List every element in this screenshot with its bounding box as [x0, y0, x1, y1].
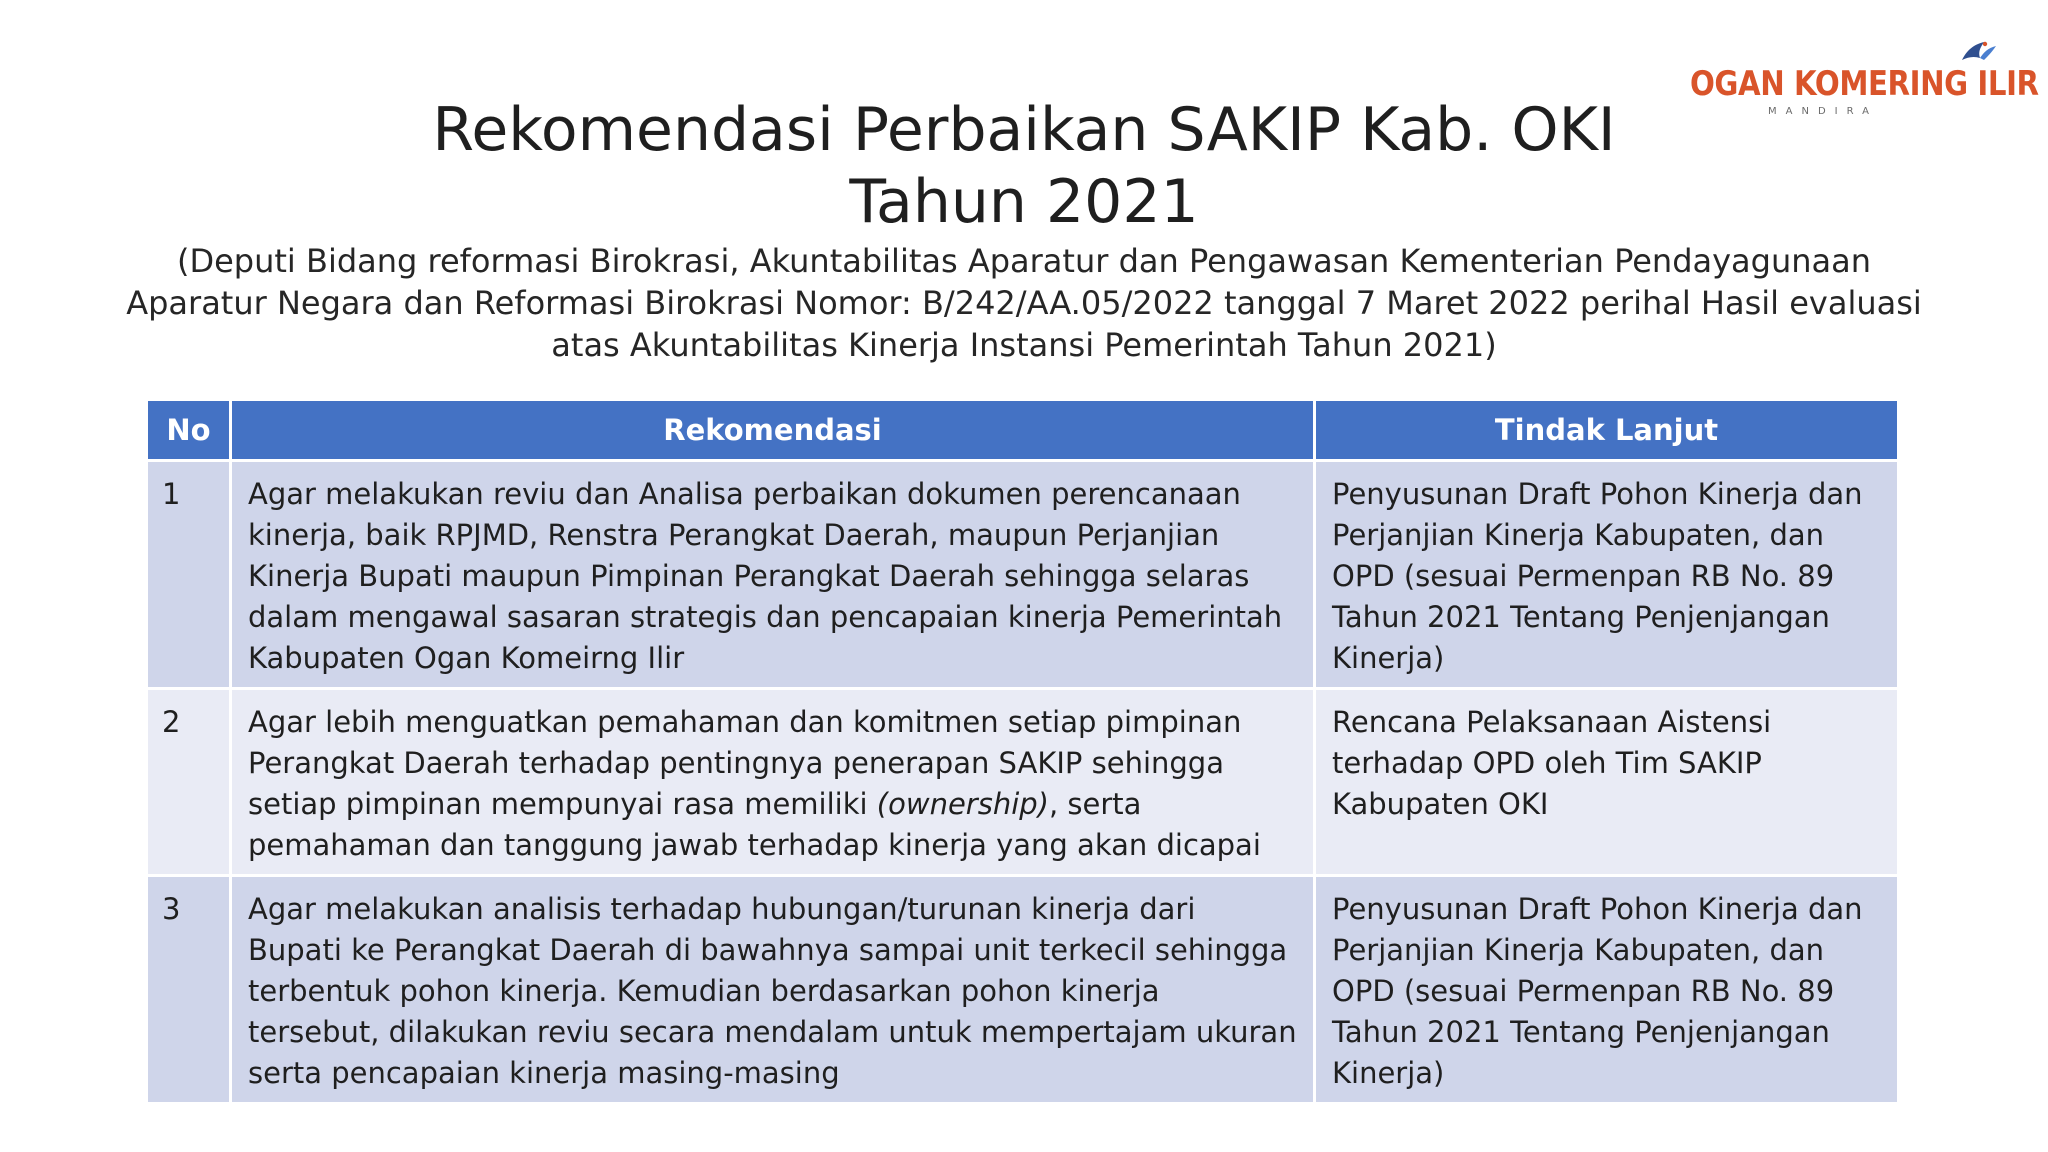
rekomendasi-italic-text: (ownership)	[876, 787, 1049, 821]
table-row	[147, 876, 1899, 1104]
cell-rekomendasi: Agar melakukan analisis terhadap hubungan/turunan kinerja dari Bupati ke Perangkat Daerah di bawahnya sampai unit terkecil sehingga terbentuk pohon kinerja. Kemudian berdasarkan pohon kinerja tersebut, dilakukan reviu secara mendalam untuk mempertajam ukuran serta pencapaian kinerja masing-masing	[231, 876, 1315, 1104]
table-row	[147, 461, 1899, 689]
cell-no: 1	[147, 461, 231, 689]
table-header-row	[147, 400, 1899, 461]
rekomendasi-text: Agar lebih menguatkan pemahaman dan komitmen setiap pimpinan Perangkat Daerah terhadap pentingnya penerapan SAKIP sehingga setiap pimpinan mempunyai rasa memiliki	[248, 705, 1242, 821]
logo-text: OGAN KOMERING ILIR	[1690, 64, 2039, 104]
rekomendasi-text-end: , serta pemahaman dan tanggung jawab terhadap kinerja yang akan dicapai	[248, 787, 1261, 862]
cell-rekomendasi	[231, 689, 1315, 876]
page-title-year: Tahun 2021	[849, 167, 1199, 237]
page-subtitle: (Deputi Bidang reformasi Birokrasi, Akuntabilitas Aparatur dan Pengawasan Kementerian Pendayagunaan Aparatur Negara dan Reformasi Birokrasi Nomor: B/242/AA.05/2022 tanggal 7 Maret 2022 perihal Hasil evaluasi atas Akuntabilitas Kinerja Instansi Pemerintah Tahun 2021)	[126, 242, 1922, 364]
logo-tagline: MANDIRA	[1768, 106, 1878, 117]
header-no: No	[147, 400, 231, 461]
table-row	[147, 689, 1899, 876]
cell-no: 2	[147, 689, 231, 876]
cell-tindak-lanjut: Penyusunan Draft Pohon Kinerja dan Perjanjian Kinerja Kabupaten, dan OPD (sesuai Permenpan RB No. 89 Tahun 2021 Tentang Penjenjangan Kinerja)	[1315, 461, 1899, 689]
recommendation-table	[145, 398, 1897, 1105]
header-rekomendasi: Rekomendasi	[231, 400, 1315, 461]
cell-tindak-lanjut: Rencana Pelaksanaan Aistensi terhadap OPD oleh Tim SAKIP Kabupaten OKI	[1315, 689, 1899, 876]
cell-no: 3	[147, 876, 231, 1104]
cell-rekomendasi: Agar melakukan reviu dan Analisa perbaikan dokumen perencanaan kinerja, baik RPJMD, Renstra Perangkat Daerah, maupun Perjanjian Kinerja Bupati maupun Pimpinan Perangkat Daerah sehingga selaras dalam mengawal sasaran strategis dan pencapaian kinerja Pemerintah Kabupaten Ogan Komeirng Ilir	[231, 461, 1315, 689]
page-title: Rekomendasi Perbaikan SAKIP Kab. OKI	[432, 95, 1616, 165]
header-tindak-lanjut: Tindak Lanjut	[1315, 400, 1899, 461]
cell-tindak-lanjut: Penyusunan Draft Pohon Kinerja dan Perjanjian Kinerja Kabupaten, dan OPD (sesuai Permenpan RB No. 89 Tahun 2021 Tentang Penjenjangan Kinerja)	[1315, 876, 1899, 1104]
